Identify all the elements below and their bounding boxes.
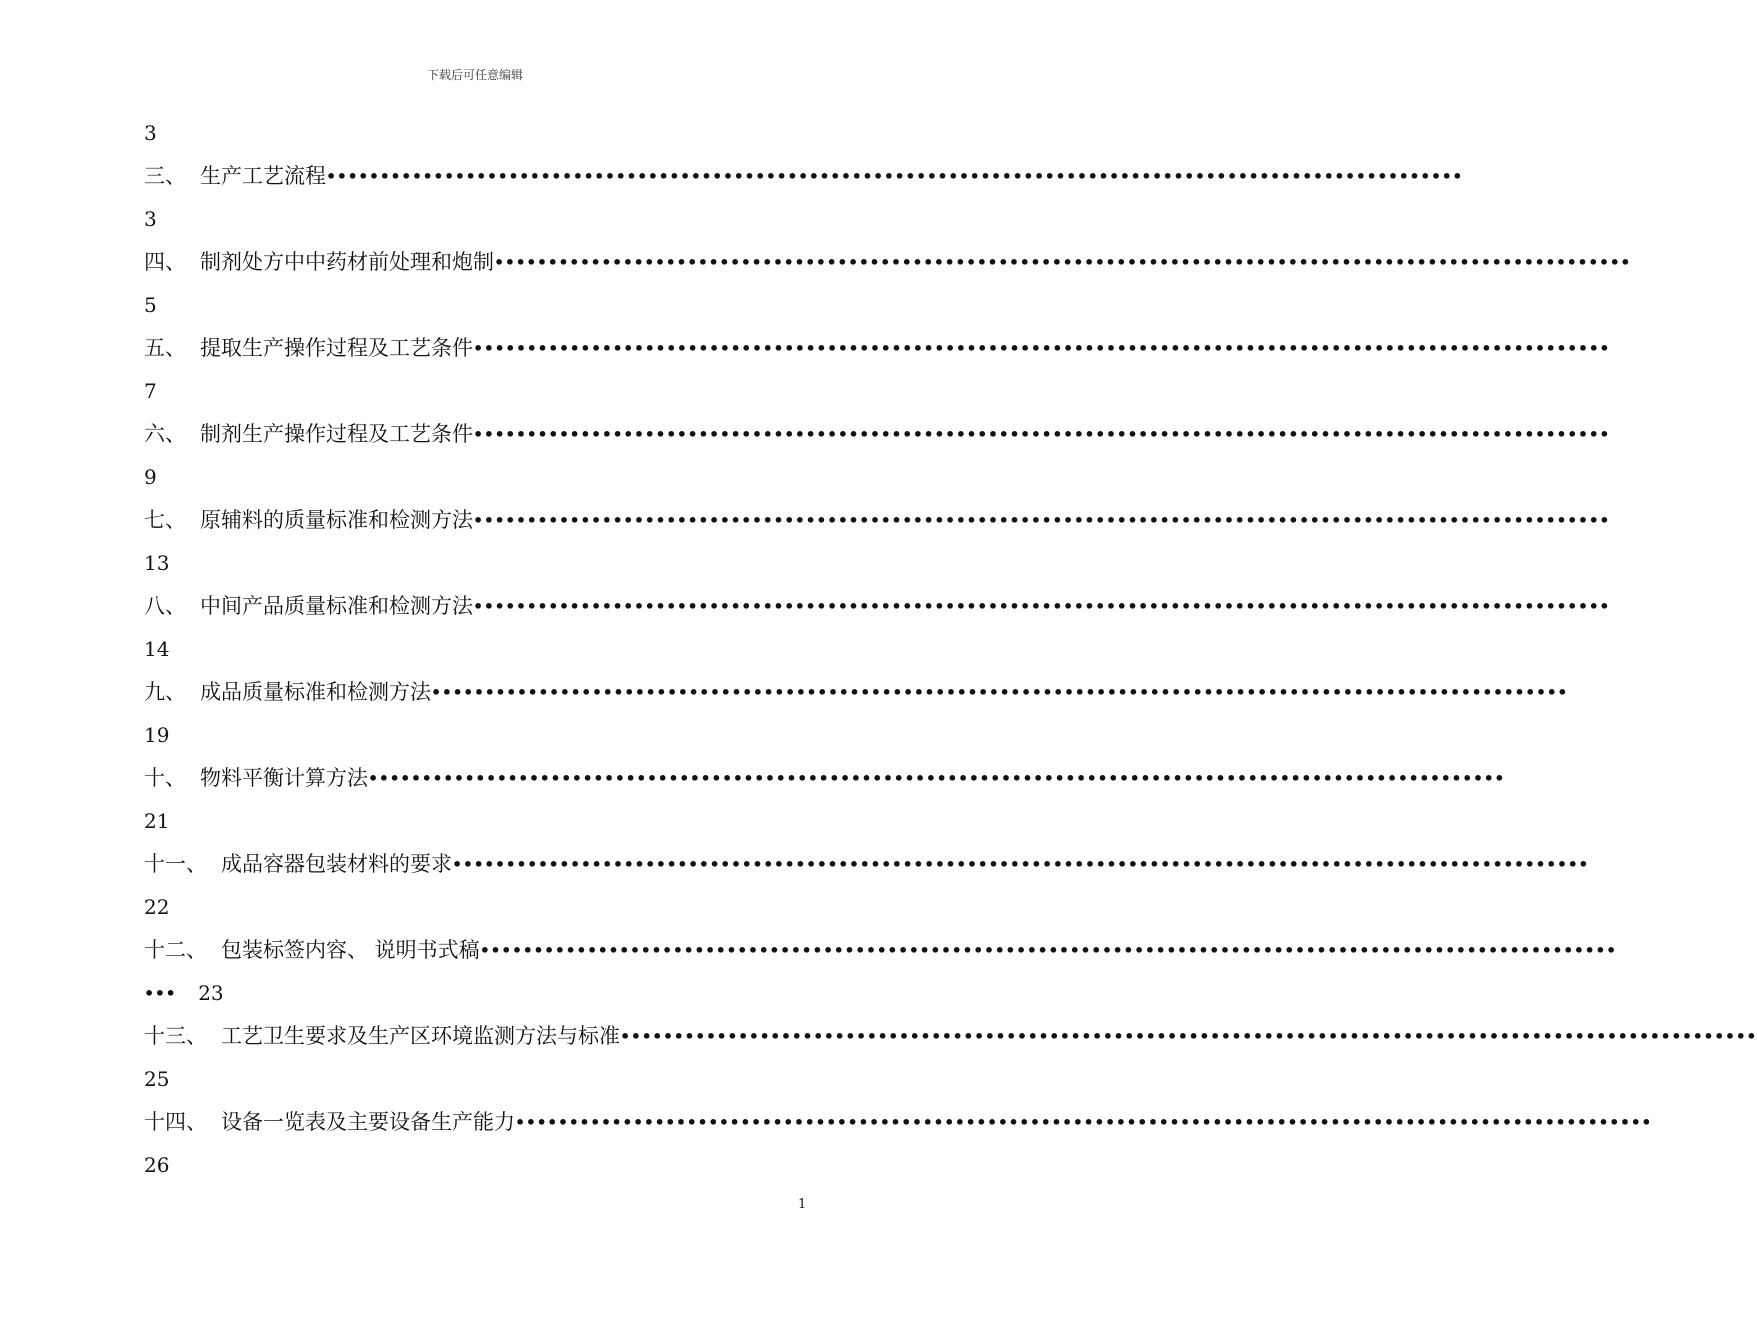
table-of-contents <box>144 112 1757 1187</box>
toc-leader-dots: •••••••••••••••••••••••••••••••••••••••••••••••••••••••••••••••••••••••••••••••••••••••••••••••••••••••••• <box>515 1113 1653 1132</box>
toc-leader-dots: •••••••••••••••••••••••••••••••••••••••••••••••••••••••••••••••••••••••••••••••••••••••••••••••••••••••••• <box>473 425 1611 444</box>
toc-entry-index: 三、 <box>144 164 186 188</box>
toc-entry-title: 提取生产操作过程及工艺条件 <box>200 336 473 360</box>
toc-leader-dots: •••••••••••••••••••••••••••••••••••••••••••••••••••••••••••••••••••••••••••••••••••••••••••••••••••••••••• <box>473 597 1611 616</box>
toc-entry-index: 十一、 <box>144 852 207 876</box>
toc-leader-dots: •••••••••••••••••••••••••••••••••••••••••••••••••••••••••••••••••••••••••••••••••••••••••••••••••••••••••• <box>452 855 1590 874</box>
toc-leader-dots: ••• <box>144 984 177 1003</box>
toc-entry-title: 物料平衡计算方法 <box>200 766 368 790</box>
toc-entry-title: 原辅料的质量标准和检测方法 <box>200 508 473 532</box>
toc-page-number: 19 <box>144 723 170 747</box>
toc-page-number-line <box>144 284 806 327</box>
toc-entry[interactable] <box>144 241 1632 284</box>
toc-leader-dots: •••••••••••••••••••••••••••••••••••••••••••••••••••••••••••••••••••••••••••••••••••••••••••••••••••••••••• <box>473 511 1611 530</box>
toc-entry[interactable] <box>144 843 1590 886</box>
toc-page-number-line <box>144 628 806 671</box>
toc-leader-dots: •••••••••••••••••••••••••••••••••••••••••••••••••••••••••••••••••••••••••••••••••••••••••••••••••••••••••• <box>368 769 1506 788</box>
toc-entry-title: 制剂生产操作过程及工艺条件 <box>200 422 473 446</box>
toc-page-number-line <box>144 714 806 757</box>
toc-entry[interactable] <box>144 671 1569 714</box>
toc-entry-index: 四、 <box>144 250 186 274</box>
toc-entry-index: 七、 <box>144 508 186 532</box>
toc-entry-index: 十、 <box>144 766 186 790</box>
toc-page-number: 21 <box>144 809 170 833</box>
toc-entry-title: 设备一览表及主要设备生产能力 <box>221 1110 515 1134</box>
toc-entry[interactable] <box>144 929 1617 972</box>
toc-entry[interactable] <box>144 1101 1653 1144</box>
toc-page-number: 3 <box>144 121 157 145</box>
toc-page-number: 5 <box>144 293 157 317</box>
toc-leader-dots: •••••••••••••••••••••••••••••••••••••••••••••••••••••••••••••••••••••••••••••••••••••••••••••••••••••••••• <box>326 167 1464 186</box>
toc-page-number: 22 <box>144 895 170 919</box>
toc-page-number: 13 <box>144 551 170 575</box>
toc-leader-dots: •••••••••••••••••••••••••••••••••••••••••••••••••••••••••••••••••••••••••••••••••••••••••••••••••••••••••• <box>494 253 1632 272</box>
toc-page-number: 3 <box>144 207 157 231</box>
toc-entry-index: 十四、 <box>144 1110 207 1134</box>
toc-entry-index: 十三、 <box>144 1024 207 1048</box>
toc-entry-title: 工艺卫生要求及生产区环境监测方法与标准 <box>221 1024 620 1048</box>
toc-continuation-line <box>144 972 806 1015</box>
toc-page-number: 23 <box>198 981 224 1005</box>
toc-entry[interactable] <box>144 1015 1757 1058</box>
toc-entry-index: 九、 <box>144 680 186 704</box>
toc-entry-title: 成品容器包装材料的要求 <box>221 852 452 876</box>
toc-leader-dots: •••••••••••••••••••••••••••••••••••••••••••••••••••••••••••••••••••••••••••••••••••••••••••••••••••••••••• <box>473 339 1611 358</box>
toc-entry-title: 包装标签内容、 说明书式稿 <box>221 938 480 962</box>
toc-page-number: 9 <box>144 465 157 489</box>
toc-page-number-line <box>144 886 806 929</box>
toc-leader-dots: •••••••••••••••••••••••••••••••••••••••••••••••••••••••••••••••••••••••••••••••••••••••••••••••••••••••••• <box>431 683 1569 702</box>
page-number: 1 <box>798 1197 807 1212</box>
toc-page-number: 26 <box>144 1153 170 1177</box>
toc-entry[interactable] <box>144 413 1611 456</box>
toc-entry-title: 生产工艺流程 <box>200 164 326 188</box>
toc-entry-index: 八、 <box>144 594 186 618</box>
toc-leader-dots: •••••••••••••••••••••••••••••••••••••••••••••••••••••••••••••••••••••••••••••••••••••••••••••••••••••••••• <box>479 941 1617 960</box>
toc-page-number-line <box>144 112 806 155</box>
toc-entry[interactable] <box>144 757 1506 800</box>
toc-page-number-line <box>144 542 806 585</box>
toc-page-number-line <box>144 800 806 843</box>
toc-entry-title: 制剂处方中中药材前处理和炮制 <box>200 250 494 274</box>
toc-entry[interactable] <box>144 327 1611 370</box>
toc-entry[interactable] <box>144 585 1611 628</box>
toc-entry[interactable] <box>144 499 1611 542</box>
toc-page-number-line <box>144 370 806 413</box>
toc-entry-title: 成品质量标准和检测方法 <box>200 680 431 704</box>
toc-entry-title: 中间产品质量标准和检测方法 <box>200 594 473 618</box>
toc-page-number: 7 <box>144 379 157 403</box>
toc-entry-index: 五、 <box>144 336 186 360</box>
toc-entry-index: 六、 <box>144 422 186 446</box>
toc-entry[interactable] <box>144 155 1464 198</box>
page-header: 下载后可任意编辑 <box>426 68 523 82</box>
toc-page-number-line <box>144 1144 806 1187</box>
toc-page-number: 25 <box>144 1067 170 1091</box>
toc-entry-index: 十二、 <box>144 938 207 962</box>
toc-page-number-line <box>144 198 806 241</box>
toc-page-number-line <box>144 1058 806 1101</box>
toc-leader-dots: •••••••••••••••••••••••••••••••••••••••••••••••••••••••••••••••••••••••••••••••••••••••••••••••••••••••••• <box>620 1027 1757 1046</box>
toc-page-number: 14 <box>144 637 170 661</box>
toc-page-number-line <box>144 456 806 499</box>
